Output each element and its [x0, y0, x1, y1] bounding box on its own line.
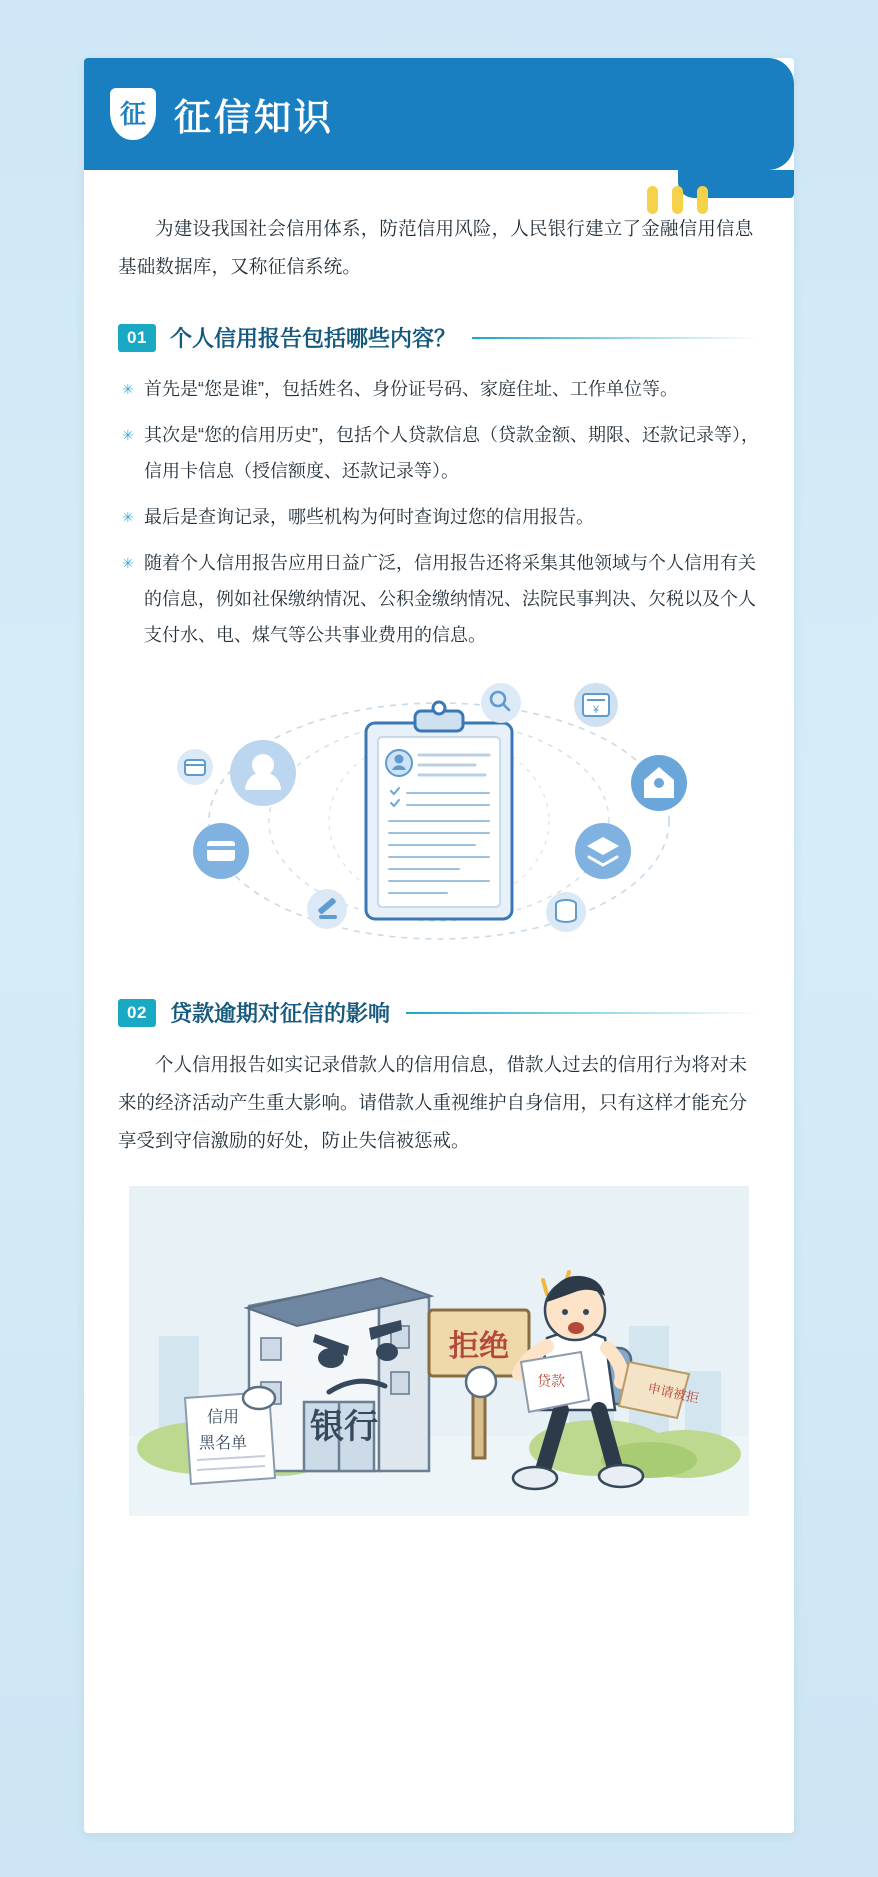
- list-item: ✳ 其次是“您的信用历史”，包括个人贷款信息（贷款金额、期限、还款记录等），信用卡信息（授信额度、还款记录等）。: [118, 417, 760, 489]
- gavel-icon: [307, 889, 347, 929]
- wallet-icon: [177, 749, 213, 785]
- invoice-icon: [574, 683, 618, 727]
- database-icon: [546, 892, 586, 932]
- decoration-dot: [672, 186, 683, 214]
- section-title: 个人信用报告包括哪些内容？: [170, 326, 457, 351]
- list-item: ✳ 随着个人信用报告应用日益广泛，信用报告还将采集其他领域与个人信用有关的信息，例如社保缴纳情况、公积金缴纳情况、法院民事判决、欠税以及个人支付水、电、煤气等公共事业费用的信息。: [118, 545, 760, 653]
- blacklist-paper: [185, 1387, 275, 1484]
- shield-icon: [110, 88, 156, 140]
- credit-report-illustration-svg: [159, 681, 719, 961]
- loan-rejected-illustration-svg: [129, 1186, 749, 1516]
- section-rule: [406, 1012, 760, 1014]
- section-title: 贷款逾期对征信的影响: [170, 1001, 391, 1026]
- section-01-bullet-list: [118, 371, 760, 653]
- list-item: ✳ 首先是“您是谁”，包括姓名、身份证号码、家庭住址、工作单位等。: [118, 371, 760, 407]
- shield-icon-text: 征: [119, 99, 146, 129]
- page-header: [84, 58, 794, 170]
- list-item: ✳ 最后是查询记录，哪些机构为何时查询过您的信用报告。: [118, 499, 760, 535]
- poster-card: [84, 58, 794, 1833]
- rejected-stamp-text: 申请被拒: [646, 1380, 701, 1406]
- section-heading-01: [118, 322, 760, 353]
- layers-icon: [575, 823, 631, 879]
- bank-sign-text: 银行: [310, 1408, 378, 1446]
- reject-sign-text: 拒绝: [449, 1330, 509, 1363]
- svg-text:¥: ¥: [592, 704, 600, 716]
- blacklist-line-1: 信用: [207, 1409, 240, 1426]
- loan-paper-text: 贷款: [537, 1373, 565, 1389]
- page-title: 征信知识: [174, 97, 334, 138]
- credit-card-icon: [193, 823, 249, 879]
- credit-report-illustration: [118, 681, 760, 961]
- decoration-dot: [697, 186, 708, 214]
- section-number-badge: 01: [118, 324, 156, 352]
- section-heading-02: [118, 997, 760, 1028]
- bank-building: [247, 1278, 431, 1471]
- loan-rejected-illustration: [118, 1186, 760, 1516]
- section-02-paragraph: 个人信用报告如实记录借款人的信用信息，借款人过去的信用行为将对未来的经济活动产生重大影响。请借款人重视维护自身信用，只有这样才能充分享受到守信激励的好处，防止失信被惩戒。: [118, 1054, 748, 1151]
- blacklist-line-2: 黑名单: [199, 1435, 248, 1452]
- section-rule: [472, 337, 760, 339]
- header-decoration-dots: [647, 186, 708, 214]
- house-pin-icon: [631, 755, 687, 811]
- decoration-dot: [647, 186, 658, 214]
- section-number-badge: 02: [118, 999, 156, 1027]
- intro-paragraph: 为建设我国社会信用体系，防范信用风险，人民银行建立了金融信用信息基础数据库，又称征信系统。: [118, 218, 754, 277]
